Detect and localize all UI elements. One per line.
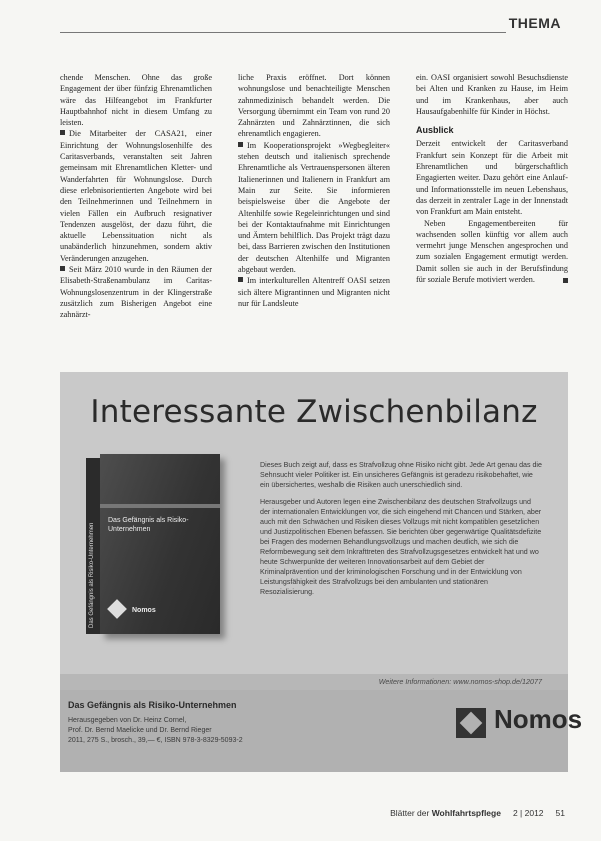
bullet-paragraph xyxy=(238,275,390,309)
journal-name-bold: Wohlfahrtspflege xyxy=(431,808,501,818)
paragraph-text: Seit März 2010 wurde in den Räumen der Elisabeth-Straßenambulanz im Caritas-Wohnungslosenzentrum in der Klingerstraße zusätzlich zum Bisherigen Angebot eine zahnärzt- xyxy=(60,265,212,320)
page-number: 51 xyxy=(555,808,565,818)
book-cover-band xyxy=(100,504,220,508)
article-columns xyxy=(60,72,568,372)
paragraph-text: liche Praxis eröffnet. Dort können wohnungslose und benachteiligte Menschen zahnmedizinisch behandelt werden. Die Versorgung übernimmt ein Team von rund 20 Zahnärzten und Zahnärztinnen, die sich ehrenamtlich engagieren. xyxy=(238,73,390,139)
page-footer xyxy=(390,808,565,818)
paragraph-text: ein. OASI organisiert sowohl Besuchsdienste bei Alten und Kranken zu Hause, im Heim und im Krankenhaus, aber auch Hausaufgabenhilfe für Kinder in Höchst. xyxy=(416,73,568,116)
book-spine xyxy=(86,458,100,634)
paragraph-text: Im interkulturellen Altentreff OASI setzen sich ältere Migrantinnen und Migranten nicht nur für Landsleute xyxy=(238,276,390,308)
article-paragraph xyxy=(416,138,568,217)
journal-name-prefix: Blätter der xyxy=(390,808,430,818)
bullet-square-icon xyxy=(238,277,243,282)
ad-book-details xyxy=(68,716,368,746)
journal-name xyxy=(390,808,501,818)
end-of-article-icon xyxy=(563,278,568,283)
ad-info-link[interactable]: Weitere Informationen: www.nomos-shop.de/12077 xyxy=(60,674,568,690)
bullet-square-icon xyxy=(60,266,65,271)
article-paragraph xyxy=(416,218,568,286)
ad-editors-line: Herausgegeben von Dr. Heinz Cornel, xyxy=(68,717,187,724)
issue-number: 2 | 2012 xyxy=(512,808,544,818)
ad-headline: Interessante Zwischenbilanz xyxy=(90,394,538,430)
nomos-logo-icon xyxy=(456,708,486,738)
paragraph-text: Derzeit entwickelt der Caritasverband Frankfurt sein Konzept für die Arbeit mit Ehrenamtlichen und bürgerschaftlich Engagierten weiter. Dazu gehört eine Anlauf- und Informationsstelle im neuen Lebenshaus, das derzeit in zentraler Lage in der Innenstadt von Frankfurt am Main entsteht. xyxy=(416,139,568,217)
bullet-paragraph xyxy=(238,140,390,276)
paragraph-text: Ausblick xyxy=(416,125,454,136)
book-cover-image xyxy=(89,454,220,634)
article-column-1 xyxy=(60,72,212,321)
paragraph-text: Im Kooperationsprojekt »Wegbegleiter« stehen deutsch und italienisch sprechende Ehrenamtliche als Vertrauenspersonen älteren Italienerinnen und Italienern in Frankfurt am Main zur Seite. Sie informieren beispielsweise über die Angebote der Altenhilfe sowie Regeleinrichtungen und sind bei der Kontaktaufnahme mit Einrichtungen und Ämtern behilflich. Das Projekt trägt dazu bei, dass Barrieren zwischen den Institutionen der deutschen Altenhilfe und Migranten abgebaut werden. xyxy=(238,140,390,275)
bullet-paragraph xyxy=(60,264,212,320)
article-column-2 xyxy=(238,72,390,309)
article-paragraph xyxy=(60,72,212,128)
ad-editors-line: Prof. Dr. Bernd Maelicke und Dr. Bernd Rieger xyxy=(68,727,212,734)
article-paragraph xyxy=(238,72,390,140)
bullet-square-icon xyxy=(60,130,65,135)
header-rule xyxy=(60,32,506,33)
book-cover-publisher: Nomos xyxy=(132,607,156,614)
nomos-logo-icon xyxy=(107,599,127,619)
bullet-paragraph xyxy=(60,128,212,264)
book-spine-text: Das Gefängnis als Risiko-Unternehmen xyxy=(89,522,95,628)
book-advertisement[interactable] xyxy=(60,372,583,772)
ad-footer xyxy=(60,690,583,772)
ad-paragraph: Dieses Buch zeigt auf, dass es Strafvollzug ohne Risiko nicht gibt. Jede Art genau das die Sehnsucht vieler Politiker ist. Ein unsicheres Gefängnis ist geradezu risikobehaftet, wie ein übersichertes, weshalb die Risiken auch unerschiedlich sind. xyxy=(260,461,542,489)
article-paragraph xyxy=(416,72,568,117)
paragraph-text: Neben Engagementbereiten für wachsenden sollen künftig vor allem auch vermehrt junge Menschen angesprochen und zum sozialen Engagement ermutigt werden. Damit sollen sie auch in der Berufsfindung für soziale Berufe motiviert werden. xyxy=(416,218,568,285)
bullet-square-icon xyxy=(238,142,243,147)
section-label: THEMA xyxy=(508,15,561,31)
paragraph-text: chende Menschen. Ohne das große Engagement der über fünfzig Ehrenamtlichen wäre das Hilfeangebot im Frankfurter Hauptbahnhof nicht in diesem Umfang zu leisten. xyxy=(60,73,212,128)
article-column-3 xyxy=(416,72,568,285)
publisher-logo-text: Nomos xyxy=(494,704,583,734)
ad-bibliographic-line: 2011, 275 S., brosch., 39,— €, ISBN 978-3-8329-5093-2 xyxy=(68,737,243,744)
section-heading xyxy=(416,125,568,136)
book-cover-title: Das Gefängnis als Risiko-Unternehmen xyxy=(108,517,189,533)
paragraph-text: Die Mitarbeiter der CASA21, einer Einrichtung der Wohnungslosenhilfe des Caritasverbands, veranstalten seit Jahren gemeinsam mit Ehrenamtlichen Kletter- und Wanderfahrten für Wohnungslose. Durch diese erlebnisorientierten Angebote wird bei den Teilnehmerinnen und Teilnehmern in vielen Fällen ein Aufbruch resignativer Tendenzen ausgelöst, der dazu führt, die aktuelle Lebenssituation nicht als unabänderlich hinzunehmen, sondern aktiv Veränderungen anzugehen. xyxy=(60,129,212,263)
ad-description xyxy=(260,460,542,604)
ad-book-title: Das Gefängnis als Risiko-Unternehmen xyxy=(68,700,237,710)
ad-paragraph: Herausgeber und Autoren legen eine Zwischenbilanz des deutschen Strafvollzugs und der internationalen Entwicklungen vor, die sich eingehend mit Chancen und Stärken, aber auch mit den Schwächen und Risiken dieses Vollzugs mit nicht kompatiblen gesetzlichen und Justizpolitischen Ebenen befassen. Sie berichten über gegenwärtige Qualitätsdefizite bei Fragen des modernen Behandlungsvollzugs und machen deutlich, wie sich die Reformbewegung seit dem Inkrafttreten des Strafvollzugsgesetzes entwickelt hat und wo heute Schwerpunkte der weiteren Innovationsarbeit auf dem Gebiet der Kriminalprävention und der kriminologischen Forschung und in der Entwicklung von Leistungsfähigkeit des Strafvollzugs bei den ambulanten und stationären Resozialisierung. xyxy=(260,498,542,596)
